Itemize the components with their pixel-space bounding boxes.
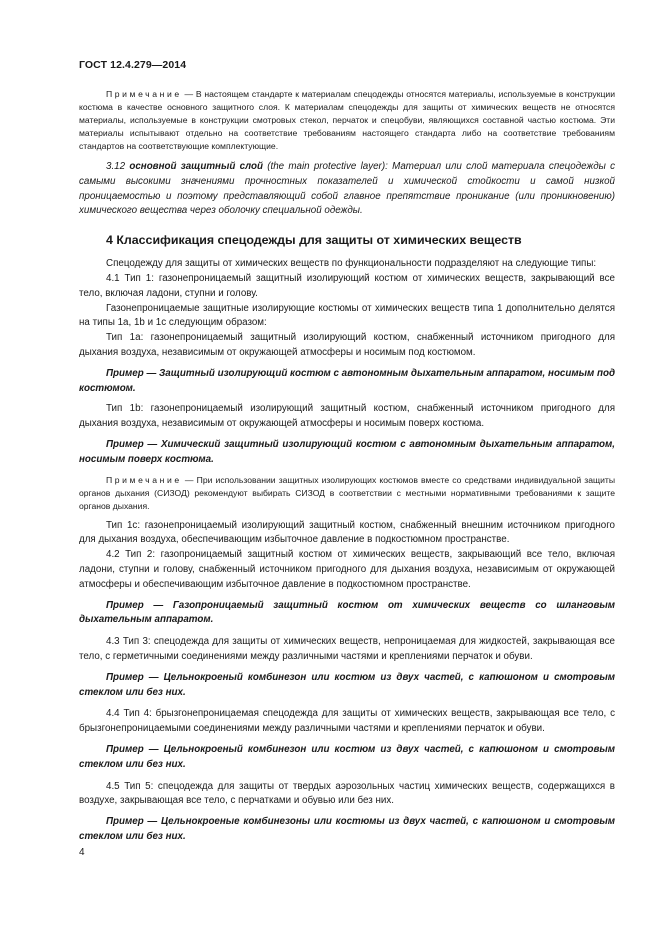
definition-term: основной защитный слой	[129, 161, 263, 172]
page-number: 4	[79, 847, 85, 858]
type1c-paragraph: Тип 1с: газонепроницаемый изолирующий защитный костюм, снабженный внешним источником пригодного для дыхания воздуха, обеспечивающим избыточное давление в подкостюмном пространстве.	[79, 519, 615, 546]
type2-paragraph: 4.2 Тип 2: газопроницаемый защитный костюм от химических веществ, закрывающий все тело, включая ладони, ступни и голову, снабженный источником пригодного для дыхания воздуха, независимым от окружающей атмосферы и обеспечивающим избыточное давление в подкостюмном пространстве.	[79, 549, 615, 590]
example-2: Пример — Газопроницаемый защитный костюм от химических веществ со шланговым дыхательным аппаратом.	[79, 599, 615, 626]
example-4: Пример — Цельнокроеный комбинезон или костюм из двух частей, с капюшоном и смотровым стеклом или без них.	[79, 743, 615, 770]
type1b-paragraph: Тип 1b: газонепроницаемый изолирующий защитный костюм, снабженный источником пригодного для дыхания воздуха, независимым от окружающей атмосферы и носимым поверх костюма.	[79, 403, 615, 430]
type1-paragraph: 4.1 Тип 1: газонепроницаемый защитный изолирующий костюм от химических веществ, закрывающий все тело, включая ладони, ступни и голову.	[79, 272, 615, 299]
type1a-paragraph: Тип 1а: газонепроницаемый защитный изолирующий костюм, снабженный источником пригодного для дыхания воздуха, независимым от окружающей атмосферы и носимым под костюмом.	[79, 332, 615, 358]
note-label-2: Примечание	[106, 474, 182, 485]
note-paragraph	[79, 88, 615, 153]
example-5: Пример — Цельнокроеные комбинезоны или костюмы из двух частей, с капюшоном и смотровым стеклом или без них.	[79, 816, 615, 842]
note-paragraph-2	[79, 474, 615, 513]
intro-paragraph: Спецодежду для защиты от химических веществ по функциональности подразделяют на следующие типы:	[106, 258, 597, 270]
definition-text: Материал или слой материала спецодежды с самыми высокими значениями прочностных показателей и химической стойкости и самой низкой проницаемостью и поэтому представляющий собой главное препятствие проникание (или проникновению) химического вещества через оболочку специальной одежды.	[79, 161, 615, 217]
definition-english: (the main protective layer):	[267, 161, 388, 172]
example-1b: Пример — Химический защитный изолирующий костюм с автономным дыхательным аппаратом, носимым поверх костюма.	[79, 438, 615, 465]
definition-paragraph	[79, 160, 615, 219]
note-text-2: — При использовании защитных изолирующих костюмов вместе со средствами индивидуальной защиты органов дыхания (СИЗОД) рекомендуют выбирать СИЗОД в соответствии с местными нормативными требованиями к защите органов дыхания.	[79, 474, 615, 511]
note-label: Примечание	[106, 89, 182, 99]
note-text: — В настоящем стандарте к материалам спецодежды относятся материалы, используемые в конструкции костюма в качестве основного защитного слоя. К материалам спецодежды для защиты от химических веществ не относятся материалы, используемые в конструкции смотровых стекол, перчаток и спецобуви, являющихся составной частью костюма. Эти материалы испытывают отдельно на соответствие требованиям настоящего стандарта либо на соответствие требованиям стандартов на соответствующие комплектующие.	[79, 89, 615, 151]
section-title: 4 Классификация спецодежды для защиты от химических веществ	[106, 233, 522, 248]
type4-paragraph: 4.4 Тип 4: брызгонепроницаемая спецодежда для защиты от химических веществ, закрывающая все тело, с брызгонепроницаемыми соединениями между различными частями и креплениями перчаток и обуви.	[79, 708, 615, 735]
page-content	[79, 88, 615, 845]
example-1a: Пример — Защитный изолирующий костюм с автономным дыхательным аппаратом, носимым под костюмом.	[79, 367, 615, 394]
type3-paragraph: 4.3 Тип 3: спецодежда для защиты от химических веществ, непроницаемая для жидкостей, закрывающая все тело, с герметичными соединениями между различными частями и креплениями перчаток и обуви.	[79, 636, 615, 662]
definition-number: 3.12	[106, 161, 126, 172]
example-3: Пример — Цельнокроеный комбинезон или костюм из двух частей, с капюшоном и смотровым стеклом или без них.	[79, 671, 615, 698]
document-header: ГОСТ 12.4.279—2014	[79, 59, 187, 71]
type5-paragraph: 4.5 Тип 5: спецодежда для защиты от твердых аэрозольных частиц химических веществ, содержащихся в воздухе, закрывающая все тело, с перчатками и обувью или без них.	[79, 780, 615, 807]
type1-sub-paragraph: Газонепроницаемые защитные изолирующие костюмы от химических веществ типа 1 дополнительно делятся на типы 1а, 1b и 1с следующим образом:	[79, 302, 615, 329]
